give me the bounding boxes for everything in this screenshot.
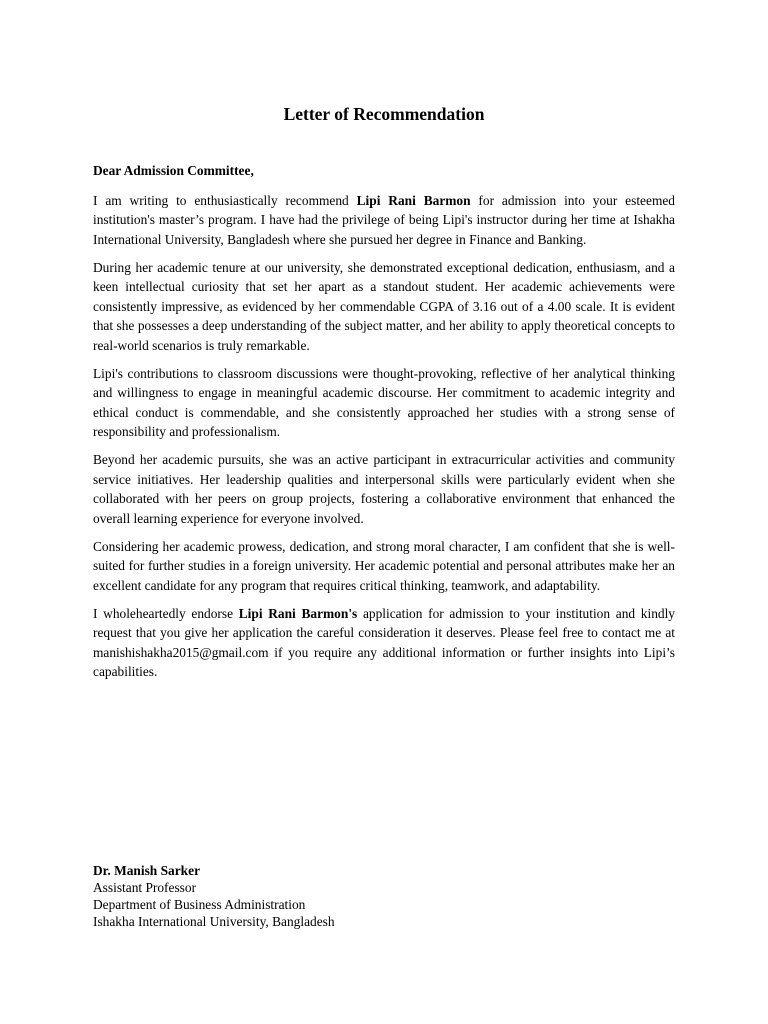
salutation: Dear Admission Committee,	[93, 163, 254, 178]
signatory-institution: Ishakha International University, Bangladesh	[93, 914, 335, 929]
paragraph-endorsement-post: application for admission to your institution and kindly request that you give her application the careful consideration it deserves. Please feel free to contact me at manishishakha2015@gmail.com if you require any additional information or further insights into Lipi’s capabilities.	[93, 605, 675, 679]
signatory-name: Dr. Manish Sarker	[93, 863, 201, 878]
paragraph-endorsement-pre: I wholeheartedly endorse	[93, 605, 239, 621]
paragraph-extracurricular: Beyond her academic pursuits, she was an active participant in extracurricular activities and community service initiatives. Her leadership qualities and interpersonal skills were particularly evident when she collaborated with her peers on group projects, fostering a collaborative environment that enhanced the overall learning experience for everyone involved.	[93, 452, 675, 526]
paragraph-academic: During her academic tenure at our university, she demonstrated exceptional dedication, enthusiasm, and a keen intellectual curiosity that set her apart as a standout student. Her academic achievements were consistently impressive, as evidenced by her commendable CGPA of 3.16 out of a 4.00 scale. It is evident that she possesses a deep understanding of the subject matter, and her ability to apply theoretical concepts to real-world scenarios is truly remarkable.	[93, 259, 675, 353]
paragraph-suitability: Considering her academic prowess, dedication, and strong moral character, I am confident that she is well-suited for further studies in a foreign university. Her academic potential and personal attributes make her an excellent candidate for any program that requires critical thinking, teamwork, and adaptability.	[93, 538, 675, 593]
student-name: Lipi Rani Barmon	[356, 192, 471, 208]
paragraph-endorsement	[93, 604, 675, 682]
paragraph-intro-post: for admission into your esteemed institution's master’s program. I have had the privilege of being Lipi's instructor during her time at Ishakha International University, Bangladesh where she pursued her degree in Finance and Banking.	[93, 192, 675, 247]
signatory-position: Assistant Professor	[93, 880, 197, 895]
paragraph-intro-pre: I am writing to enthusiastically recommend	[93, 192, 357, 208]
letter-title: Letter of Recommendation	[283, 104, 485, 124]
paragraph-classroom: Lipi's contributions to classroom discussions were thought-provoking, reflective of her analytical thinking and willingness to engage in meaningful academic discourse. Her commitment to academic integrity and ethical conduct is commendable, and she consistently approached her studies with a strong sense of responsibility and professionalism.	[93, 365, 675, 439]
letter-body	[93, 161, 675, 690]
paragraph-intro	[93, 191, 675, 250]
signatory-department: Department of Business Administration	[93, 897, 306, 912]
signature-block	[93, 862, 335, 930]
student-name-possessive: Lipi Rani Barmon's	[238, 605, 358, 621]
